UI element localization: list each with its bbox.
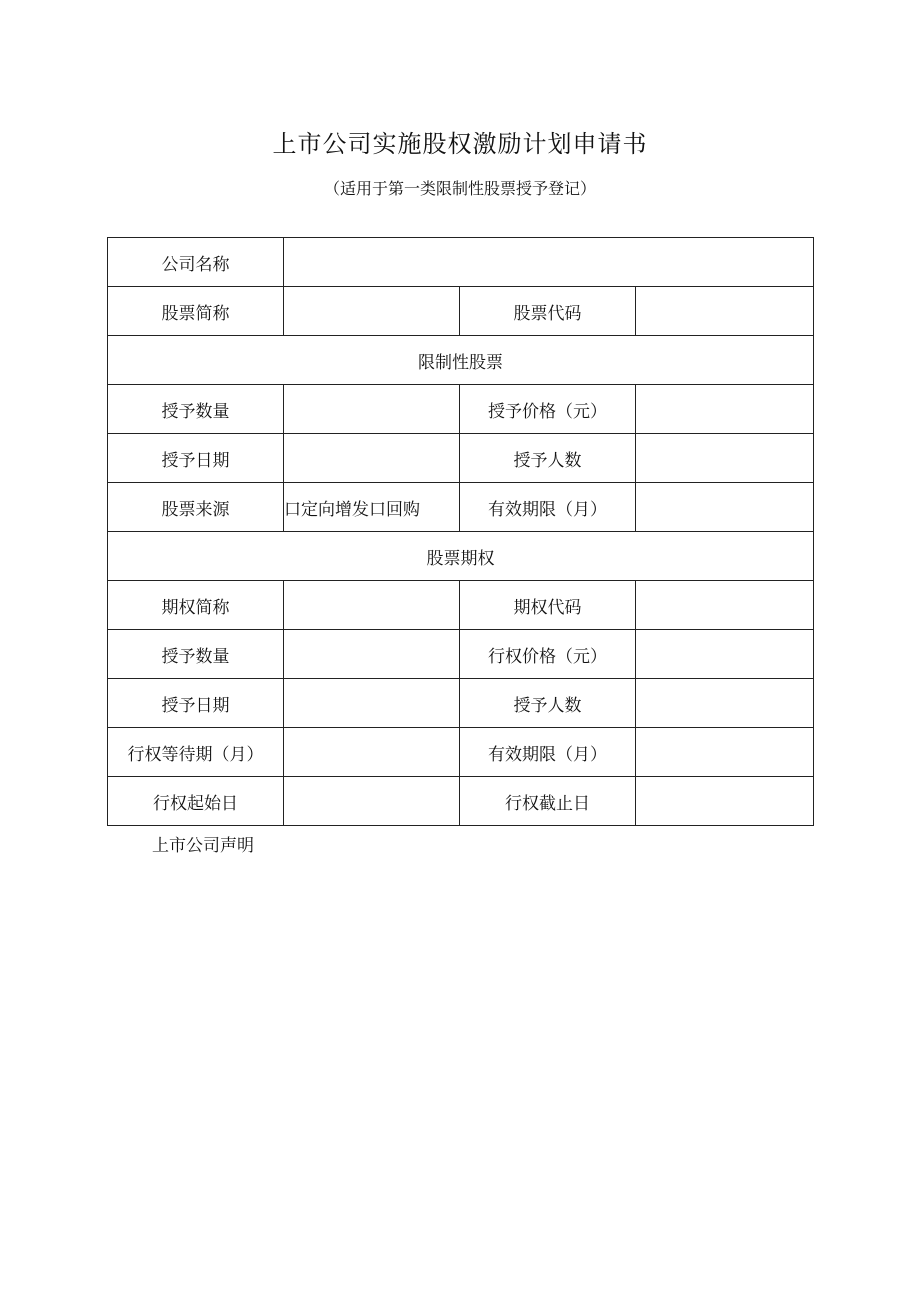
field-option-grant-quantity[interactable] xyxy=(284,630,460,679)
row-restricted-source-validity xyxy=(108,483,814,532)
section-title-stock-options: 股票期权 xyxy=(108,532,814,581)
field-restricted-grant-date[interactable] xyxy=(284,434,460,483)
row-exercise-start-end xyxy=(108,777,814,826)
row-stock-name-code xyxy=(108,287,814,336)
row-option-quantity-price xyxy=(108,630,814,679)
label-option-grant-quantity: 授予数量 xyxy=(108,630,284,679)
field-vesting-period[interactable] xyxy=(284,728,460,777)
field-restricted-grant-quantity[interactable] xyxy=(284,385,460,434)
field-exercise-end-date[interactable] xyxy=(636,777,814,826)
row-company-name xyxy=(108,238,814,287)
label-option-code: 期权代码 xyxy=(460,581,636,630)
field-stock-short-name[interactable] xyxy=(284,287,460,336)
label-stock-source: 股票来源 xyxy=(108,483,284,532)
label-option-grant-date: 授予日期 xyxy=(108,679,284,728)
field-option-code[interactable] xyxy=(636,581,814,630)
label-restricted-grant-quantity: 授予数量 xyxy=(108,385,284,434)
label-restricted-grant-price: 授予价格（元） xyxy=(460,385,636,434)
label-stock-code: 股票代码 xyxy=(460,287,636,336)
field-option-grantee-count[interactable] xyxy=(636,679,814,728)
field-stock-source-options[interactable]: 口定向增发口回购 xyxy=(284,483,460,532)
company-declaration-label: 上市公司声明 xyxy=(152,836,254,856)
field-stock-code[interactable] xyxy=(636,287,814,336)
label-restricted-validity-period: 有效期限（月） xyxy=(460,483,636,532)
label-exercise-price: 行权价格（元） xyxy=(460,630,636,679)
row-restricted-date-count xyxy=(108,434,814,483)
field-exercise-price[interactable] xyxy=(636,630,814,679)
label-option-grantee-count: 授予人数 xyxy=(460,679,636,728)
label-vesting-period: 行权等待期（月） xyxy=(108,728,284,777)
label-exercise-start-date: 行权起始日 xyxy=(108,777,284,826)
label-option-validity-period: 有效期限（月） xyxy=(460,728,636,777)
field-restricted-grant-price[interactable] xyxy=(636,385,814,434)
application-form-table xyxy=(107,237,814,826)
label-restricted-grant-date: 授予日期 xyxy=(108,434,284,483)
label-exercise-end-date: 行权截止日 xyxy=(460,777,636,826)
row-section-stock-options xyxy=(108,532,814,581)
document-subtitle: （适用于第一类限制性股票授予登记） xyxy=(323,179,596,198)
row-option-vesting-validity xyxy=(108,728,814,777)
label-option-short-name: 期权简称 xyxy=(108,581,284,630)
field-option-grant-date[interactable] xyxy=(284,679,460,728)
field-option-validity-period[interactable] xyxy=(636,728,814,777)
field-option-short-name[interactable] xyxy=(284,581,460,630)
row-option-name-code xyxy=(108,581,814,630)
label-company-name: 公司名称 xyxy=(108,238,284,287)
row-section-restricted-stock xyxy=(108,336,814,385)
field-company-name[interactable] xyxy=(284,238,814,287)
label-restricted-grantee-count: 授予人数 xyxy=(460,434,636,483)
label-stock-short-name: 股票简称 xyxy=(108,287,284,336)
row-restricted-quantity-price xyxy=(108,385,814,434)
row-option-date-count xyxy=(108,679,814,728)
section-title-restricted-stock: 限制性股票 xyxy=(108,336,814,385)
field-restricted-validity-period[interactable] xyxy=(636,483,814,532)
field-restricted-grantee-count[interactable] xyxy=(636,434,814,483)
document-title: 上市公司实施股权激励计划申请书 xyxy=(272,130,648,158)
field-exercise-start-date[interactable] xyxy=(284,777,460,826)
